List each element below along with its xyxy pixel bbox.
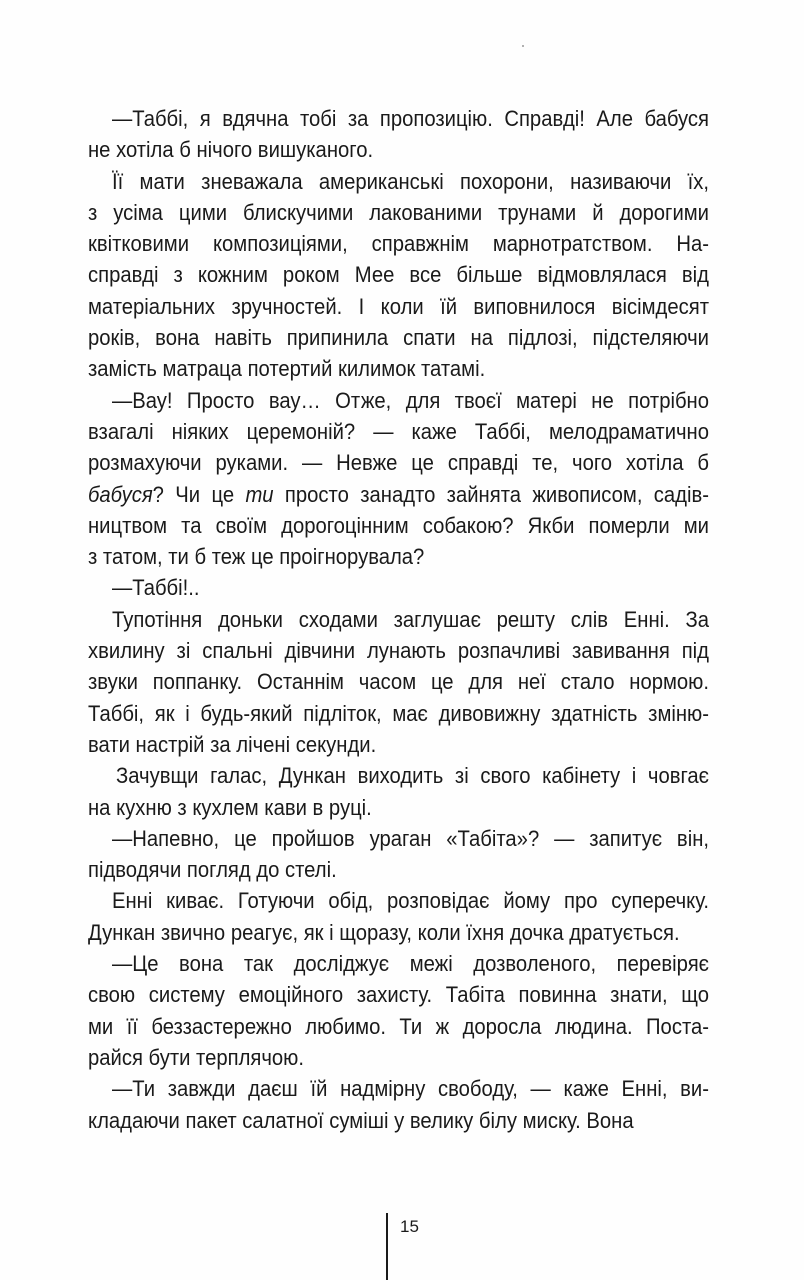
page-number-rule bbox=[386, 1213, 388, 1280]
paragraph bbox=[88, 1073, 709, 1136]
paragraph bbox=[88, 385, 709, 573]
paragraph bbox=[88, 604, 709, 760]
text-line: Енні киває. Готуючи обід, розповідає йому про суперечку. bbox=[111, 888, 710, 914]
text-line: Її мати зневажала американські похорони, називаючи їх, bbox=[111, 168, 710, 194]
paper-speck bbox=[522, 45, 524, 47]
paragraph bbox=[88, 166, 709, 385]
text-line: —Напевно, це пройшов ураган «Табіта»? — запитує він, bbox=[111, 825, 710, 851]
text-line: —Таббі, я вдячна тобі за пропозицію. Справді! Але бабуся bbox=[111, 106, 710, 131]
text-line: Зачувщи галас, Дункан виходить зі свого кабінету і човгає bbox=[115, 763, 710, 789]
text-line: на кухню з кухлем кави в руці. bbox=[88, 794, 372, 820]
text-line: матеріальних зручностей. І коли їй виповнилося вісімдесят bbox=[88, 293, 709, 319]
paragraph bbox=[88, 948, 709, 1073]
text-line: підводячи погляд до стелі. bbox=[88, 857, 337, 883]
paragraph bbox=[88, 572, 709, 603]
text-line: замість матраца потертий килимок татамі. bbox=[88, 356, 486, 382]
text-line: звуки поппанку. Останнім часом це для неї стало нормою. bbox=[88, 669, 709, 695]
text-line: квітковими композиціями, справжнім марнотратством. На- bbox=[88, 231, 709, 257]
text-line: хвилину зі спальні дівчини лунають розпачливі завивання під bbox=[88, 638, 709, 664]
paragraph bbox=[88, 103, 709, 166]
text-line: взагалі ніяких церемоній? — каже Таббі, мелодраматично bbox=[88, 418, 709, 444]
paragraph bbox=[88, 823, 709, 886]
text-line: ми її беззастережно любимо. Ти ж доросла людина. Поста- bbox=[88, 1013, 709, 1039]
text-line: Дункан звично реагує, як і щоразу, коли їхня дочка дратується. bbox=[88, 919, 680, 945]
text-line: з татом, ти б теж це проігнорувала? bbox=[88, 544, 425, 570]
body-text bbox=[88, 103, 709, 1136]
text-line: років, вона навіть припинила спати на підлозі, підстеляючи bbox=[88, 325, 709, 351]
text-line: свою систему емоційного захисту. Табіта повинна знати, що bbox=[88, 982, 709, 1008]
text-line: не хотіла б нічого вишуканого. bbox=[88, 137, 374, 163]
text-line: Тупотіння доньки сходами заглушає решту слів Енні. За bbox=[111, 606, 710, 632]
page-number: 15 bbox=[400, 1217, 419, 1236]
text-line: —Таббі!.. bbox=[111, 575, 200, 601]
text-line: райся бути терплячою. bbox=[88, 1044, 304, 1070]
text-line: —Вау! Просто вау… Отже, для твоєї матері не потрібно bbox=[111, 387, 710, 413]
text-line: справді з кожним роком Мее все більше відмовлялася від bbox=[88, 262, 709, 288]
paragraph bbox=[88, 760, 709, 823]
text-line: —Це вона так досліджує межі дозволеного, перевіряє bbox=[111, 951, 710, 977]
text-line: бабуся? Чи це ти просто занадто зайнята живописом, садів- bbox=[88, 481, 709, 507]
text-line: Таббі, як і будь-який підліток, має дивовижну здатність зміню- bbox=[88, 700, 709, 726]
paragraph bbox=[88, 885, 709, 948]
text-line: кладаючи пакет салатної суміші у велику білу миску. Вона bbox=[88, 1107, 634, 1133]
text-line: вати настрій за лічені секунди. bbox=[88, 731, 377, 757]
text-line: —Ти завжди даєш їй надмірну свободу, — каже Енні, ви- bbox=[111, 1076, 710, 1102]
text-line: ництвом та своїм дорогоцінним собакою? Якби померли ми bbox=[88, 512, 709, 538]
text-line: з усіма цими блискучими лакованими трунами й дорогими bbox=[88, 199, 709, 225]
text-line: розмахуючи руками. — Невже це справді те, чого хотіла б bbox=[88, 450, 709, 476]
